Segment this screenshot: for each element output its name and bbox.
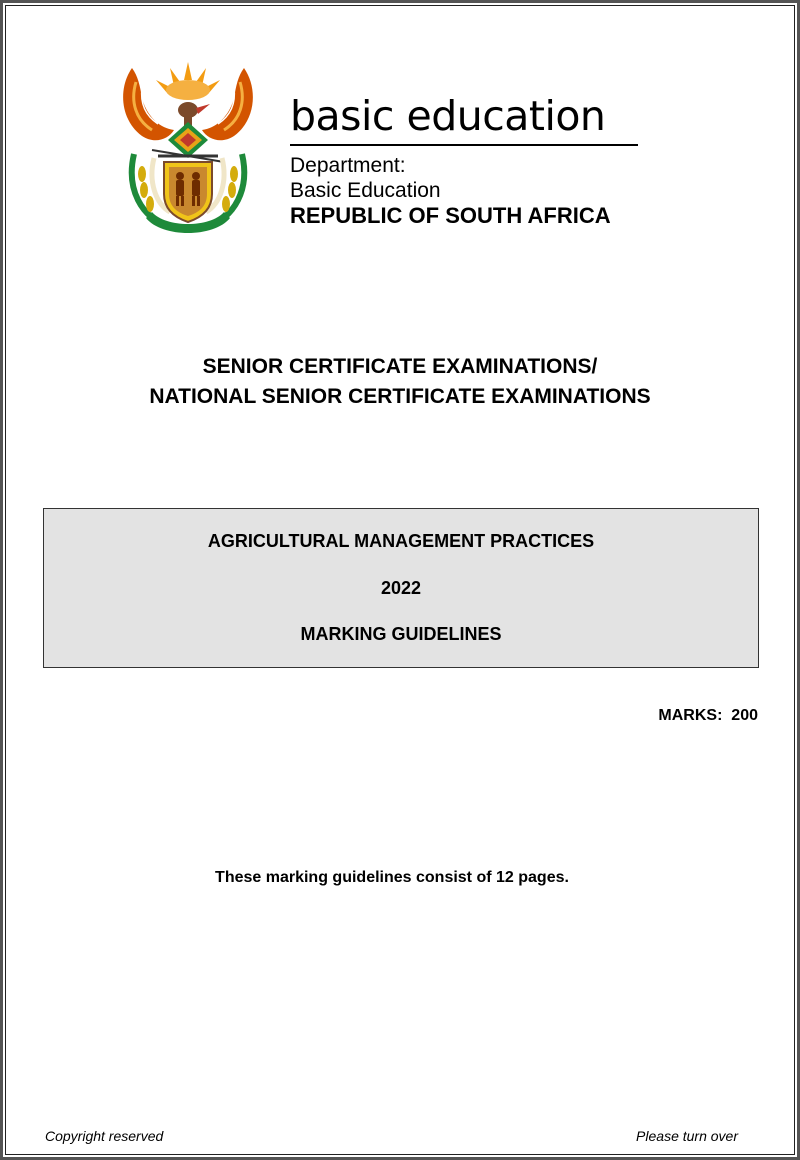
department-brand [290,92,650,229]
exam-title [0,352,800,412]
exam-title-line-1: SENIOR CERTIFICATE EXAMINATIONS/ [202,355,598,378]
department-name: Basic Education [290,179,441,202]
subject-name: AGRICULTURAL MANAGEMENT PRACTICES [207,531,595,551]
brand-name: basic education [290,92,606,140]
footer-turn-over: Please turn over [636,1128,738,1144]
bird-head-icon [178,102,210,128]
footer-copyright: Copyright reserved [45,1128,164,1144]
protea-icon [168,122,208,158]
exam-year: 2022 [380,578,422,598]
department-label: Department: [290,154,406,177]
country-name: REPUBLIC OF SOUTH AFRICA [290,203,611,228]
page-count-note: These marking guidelines consist of 12 pages. [215,869,569,886]
total-marks: MARKS: 200 [658,707,758,724]
sun-icon [156,62,220,100]
coat-of-arms-logo [112,58,264,238]
exam-title-line-2: NATIONAL SENIOR CERTIFICATE EXAMINATIONS [149,385,651,408]
document-type: MARKING GUIDELINES [300,624,502,644]
brand-underline [290,144,638,146]
shield-icon [164,162,212,222]
subject-box [43,508,759,668]
